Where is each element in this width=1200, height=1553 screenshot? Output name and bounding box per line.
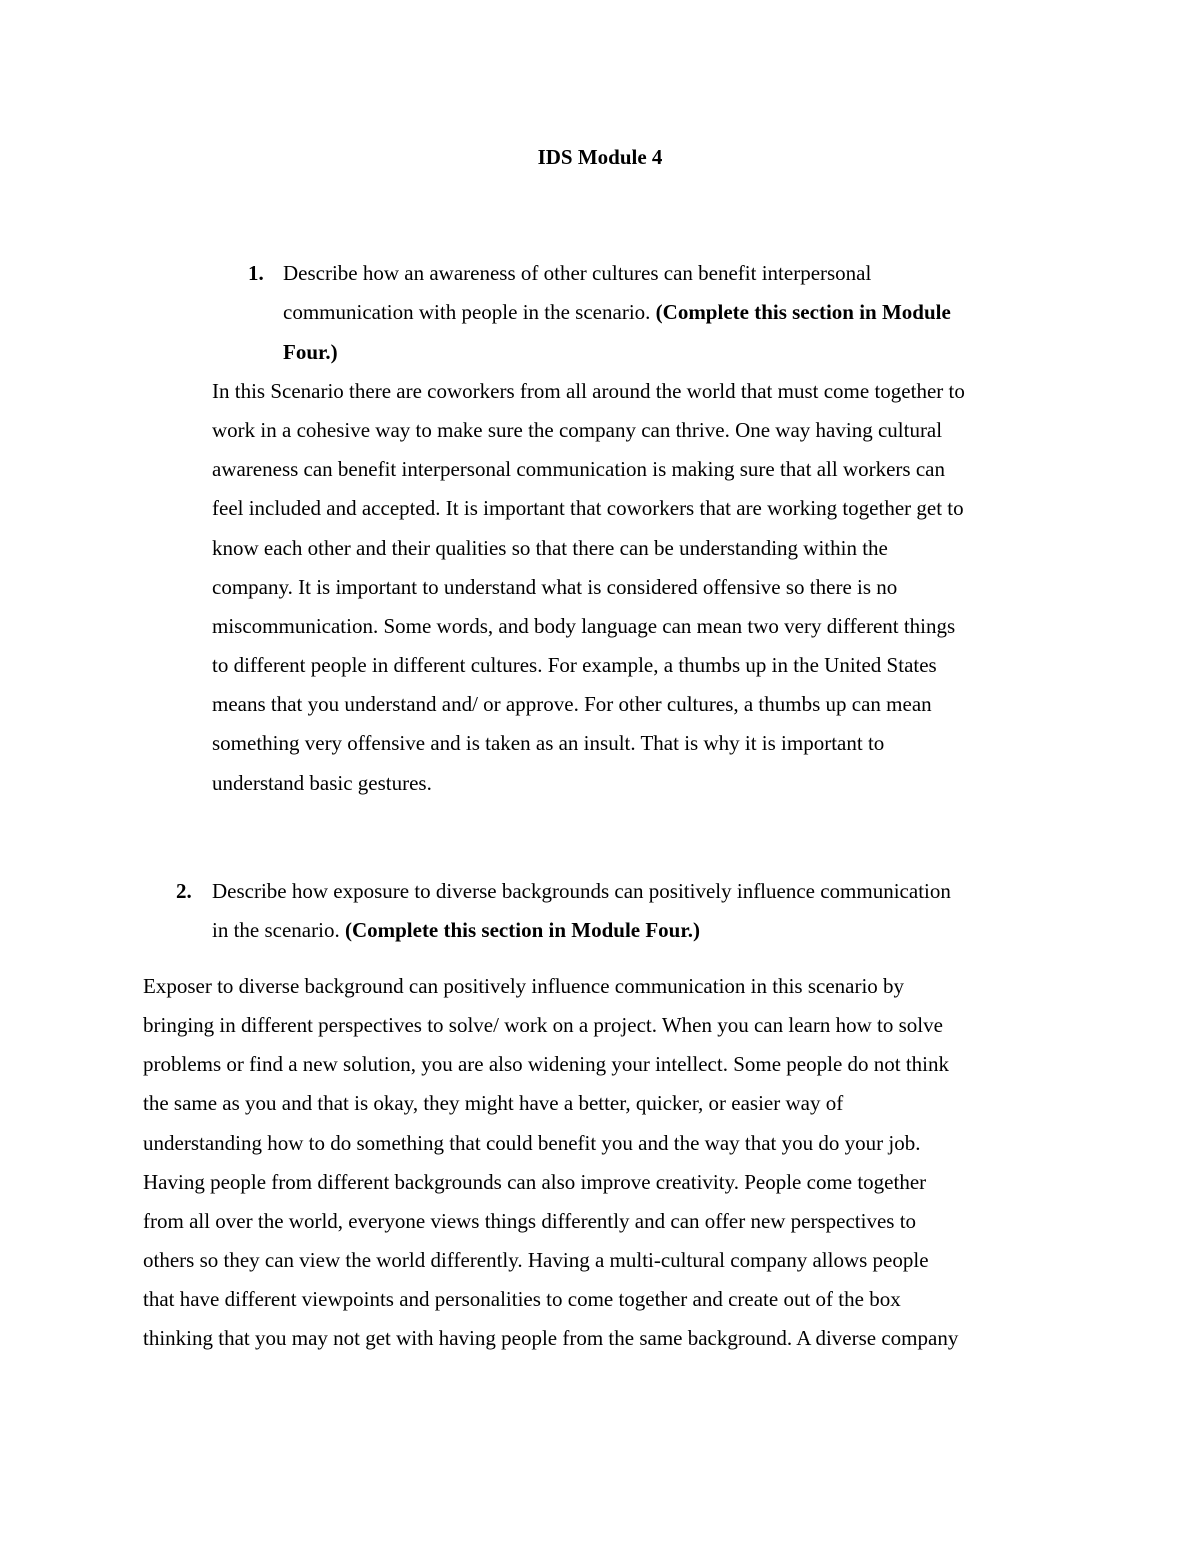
answer-line: Having people from different backgrounds can also improve creativity. People come together	[143, 1170, 927, 1194]
question-1-line	[283, 298, 951, 326]
question-1-number: 1.	[248, 261, 264, 285]
answer-line: to different people in different cultures. For example, a thumbs up in the United States	[212, 653, 937, 677]
answer-line: means that you understand and/ or approve. For other cultures, a thumbs up can mean	[212, 692, 932, 716]
answer-line: something very offensive and is taken as an insult. That is why it is important to	[212, 731, 885, 755]
answer-line: the same as you and that is okay, they might have a better, quicker, or easier way of	[143, 1091, 844, 1115]
question-1-instruction-end: Four.)	[283, 340, 338, 364]
answer-line: awareness can benefit interpersonal communication is making sure that all workers can	[212, 457, 945, 481]
answer-line: problems or find a new solution, you are also widening your intellect. Some people do not think	[143, 1052, 950, 1076]
answer-line: understand basic gestures.	[212, 771, 432, 795]
answer-line: know each other and their qualities so that there can be understanding within the	[212, 536, 888, 560]
answer-line: understanding how to do something that could benefit you and the way that you do your job.	[143, 1131, 921, 1155]
question-1-text: communication with people in the scenario.	[283, 300, 651, 324]
question-2-number: 2.	[176, 879, 192, 903]
question-1-line: Describe how an awareness of other cultures can benefit interpersonal	[283, 261, 872, 285]
answer-line: company. It is important to understand what is considered offensive so there is no	[212, 575, 898, 599]
answer-line: work in a cohesive way to make sure the company can thrive. One way having cultural	[212, 418, 943, 442]
question-2-instruction: (Complete this section in Module Four.)	[344, 918, 700, 942]
answer-line: from all over the world, everyone views things differently and can offer new perspectives to	[143, 1209, 917, 1233]
page-title: IDS Module 4	[537, 145, 663, 169]
answer-line: thinking that you may not get with having people from the same background. A diverse company	[143, 1326, 959, 1350]
answer-line: miscommunication. Some words, and body language can mean two very different things	[212, 614, 956, 638]
answer-line: that have different viewpoints and personalities to come together and create out of the box	[143, 1287, 901, 1311]
question-2-text: in the scenario.	[212, 918, 340, 942]
question-2-line	[212, 916, 700, 944]
answer-line: In this Scenario there are coworkers from all around the world that must come together to	[212, 379, 965, 403]
question-1-instruction: (Complete this section in Module	[655, 300, 951, 324]
answer-line: bringing in different perspectives to solve/ work on a project. When you can learn how to solve	[143, 1013, 943, 1037]
question-2-line: Describe how exposure to diverse backgrounds can positively influence communication	[212, 879, 951, 903]
answer-line: Exposer to diverse background can positively influence communication in this scenario by	[143, 974, 905, 998]
answer-line: feel included and accepted. It is important that coworkers that are working together get to	[212, 496, 964, 520]
answer-line: others so they can view the world differently. Having a multi-cultural company allows people	[143, 1248, 929, 1272]
